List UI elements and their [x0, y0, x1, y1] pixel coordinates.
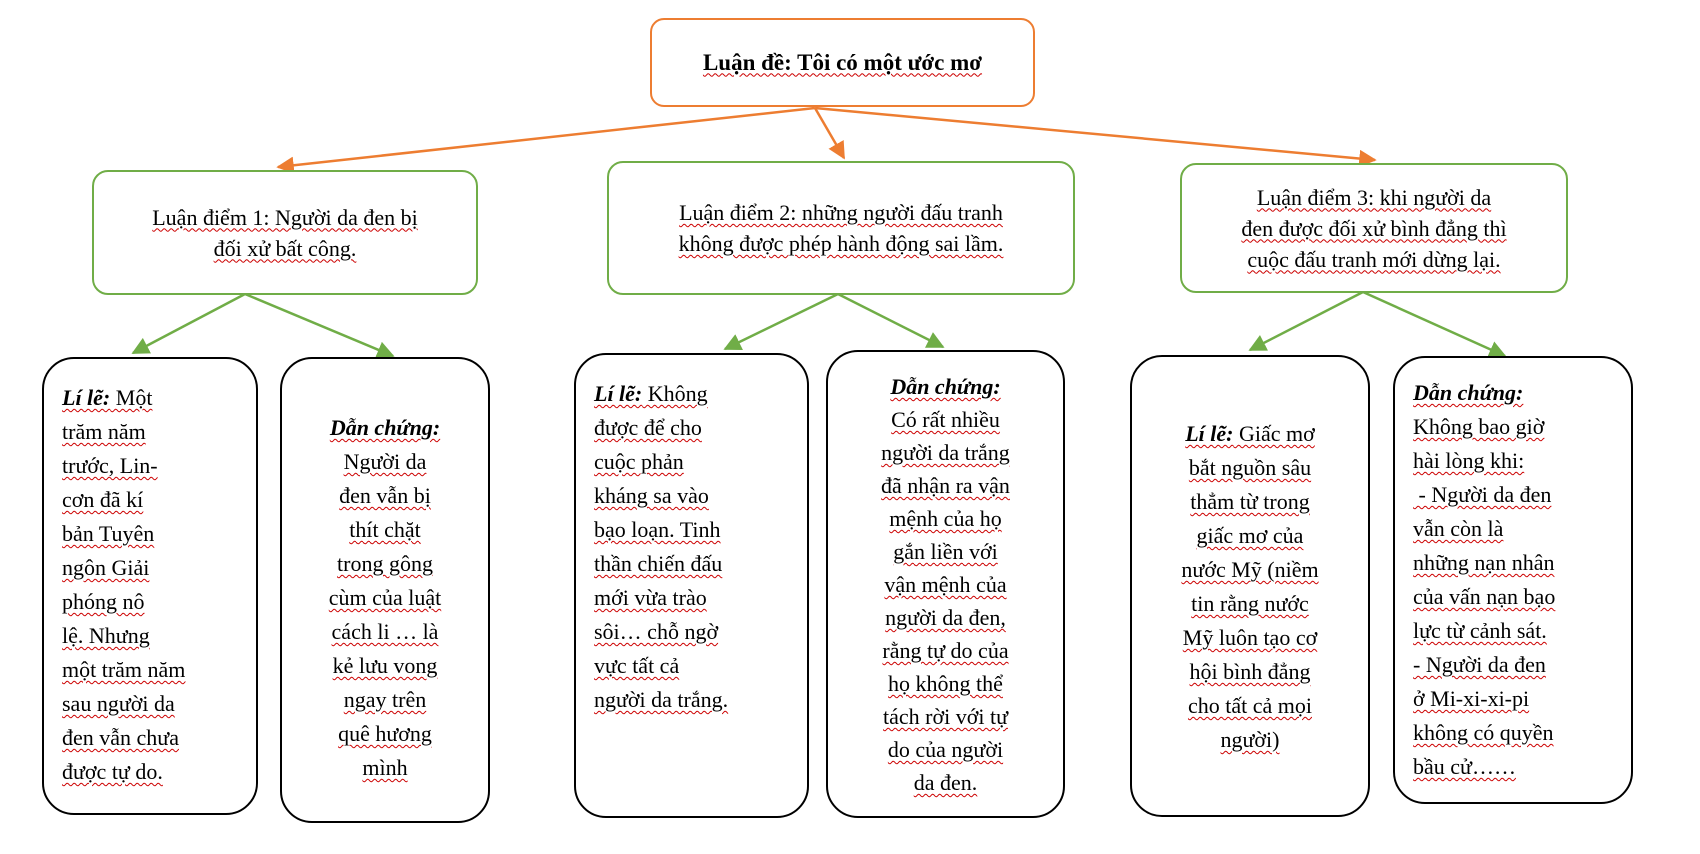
leaf-4-line: gắn liền với	[893, 539, 998, 564]
leaf-4-line: mệnh của họ	[889, 506, 1002, 531]
leaf-4-line: do của người	[887, 737, 1004, 762]
leaf-6-line: Không bao giờ	[1413, 414, 1545, 439]
leaf-6-line: của vấn nạn bạo	[1413, 584, 1556, 609]
point-box-2	[607, 161, 1075, 295]
leaf-2-line: đen vẫn bị	[339, 483, 431, 508]
leaf-4-line: vận mệnh của	[884, 572, 1007, 597]
leaf-5-line: Mỹ luôn tạo cơ	[1182, 625, 1318, 650]
leaf-box-2	[280, 357, 490, 823]
root-thesis-box	[650, 18, 1035, 107]
leaf-1-line: trước, Lin-	[62, 453, 158, 478]
leaf-4-label: Dẫn chứng:	[890, 374, 1001, 399]
leaf-5-line: bắt nguồn sâu	[1188, 455, 1312, 480]
leaf-4-line: người da trắng	[881, 440, 1010, 465]
arrow-root-to-point-1	[278, 108, 815, 167]
leaf-5-line: cho tất cả mọi	[1187, 693, 1312, 718]
leaf-6-line: hài lòng khi:	[1413, 448, 1525, 473]
leaf-3-line: được để cho	[594, 415, 702, 440]
arrow-point1-to-leaf2	[245, 294, 393, 356]
leaf-6-line: những nạn nhân	[1413, 550, 1555, 575]
leaf-3-line: mới vừa trào	[594, 585, 707, 610]
leaf-3-line: kháng sa vào	[594, 483, 709, 508]
arrow-point3-to-leaf5	[1250, 292, 1363, 350]
leaf-6-line: ở Mi-xi-xi-pi	[1413, 686, 1530, 711]
root-thesis-label: Luận đề: Tôi có một ước mơ	[702, 49, 983, 75]
leaf-1-first: Một	[110, 385, 153, 410]
leaf-3-line: bạo loạn. Tinh	[594, 517, 721, 542]
leaf-5-line: hội bình đẳng	[1189, 659, 1311, 684]
leaf-1-line: cơn đã kí	[62, 487, 144, 512]
point-3-line: đen được đối xử bình đẳng thì	[1241, 215, 1507, 241]
point-1-line: Luận điểm 1: Người da đen bị	[152, 204, 418, 230]
leaf-5-line: thẳm từ trong	[1190, 489, 1310, 514]
leaf-1-line: trăm năm	[62, 419, 146, 444]
leaf-2-line: quê hương	[338, 721, 432, 746]
leaf-3-line: người da trắng.	[594, 687, 729, 712]
leaf-5-line: giấc mơ của	[1196, 523, 1304, 548]
leaf-2-line: trong gông	[337, 551, 433, 576]
leaf-1-line: lệ. Nhưng	[62, 623, 150, 648]
leaf-4-line: đã nhận ra vận	[881, 473, 1010, 498]
leaf-2-line: mình	[362, 755, 408, 780]
leaf-6-line: lực từ cảnh sát.	[1413, 618, 1547, 643]
leaf-6-line: - Người da đen	[1413, 482, 1552, 507]
leaf-1-line: được tự do.	[62, 759, 163, 784]
leaf-5-label: Lí lẽ:	[1185, 421, 1234, 446]
leaf-box-3	[574, 353, 809, 818]
point-2-line: Luận điểm 2: những người đấu tranh	[679, 200, 1003, 225]
point-1-line: đối xử bất công.	[213, 235, 357, 261]
point-3-line: cuộc đấu tranh mới dừng lại.	[1247, 246, 1501, 272]
leaf-box-6	[1393, 356, 1633, 804]
leaf-5-line: nước Mỹ (niềm	[1181, 557, 1319, 582]
leaf-3-first: Không	[642, 381, 708, 406]
point-2-line: không được phép hành động sai lầm.	[678, 231, 1004, 256]
leaf-6-line: không có quyền	[1413, 720, 1554, 745]
leaf-5-line: tin rằng nước	[1191, 591, 1309, 616]
leaf-box-1	[42, 357, 258, 815]
leaf-1-line: một trăm năm	[62, 657, 186, 682]
leaf-1-line: sau người da	[62, 691, 175, 716]
leaf-2-line: kẻ lưu vong	[332, 653, 438, 678]
leaf-4-line: tách rời với tự	[883, 704, 1008, 729]
leaf-6-label: Dẫn chứng:	[1413, 380, 1524, 405]
point-box-3	[1180, 163, 1568, 293]
leaf-1-line: đen vẫn chưa	[62, 725, 179, 750]
leaf-5-first: Giấc mơ	[1233, 421, 1315, 446]
leaf-4-line: da đen.	[913, 770, 978, 795]
arrow-root-to-point-3	[815, 108, 1375, 160]
leaf-4-line: Có rất nhiều	[891, 407, 1000, 432]
arrow-point2-to-leaf3	[725, 294, 838, 349]
leaf-1-label: Lí lẽ:	[62, 385, 111, 410]
leaf-6-line: - Người da đen	[1413, 652, 1546, 677]
leaf-4-line: người da đen,	[885, 605, 1006, 630]
arrow-root-to-point-2	[815, 108, 844, 158]
leaf-6-line: bầu cử……	[1413, 754, 1516, 779]
leaf-2-label: Dẫn chứng:	[329, 415, 441, 440]
leaf-2-line: Người da	[343, 449, 427, 474]
leaf-2-line: thít chặt	[349, 517, 421, 542]
arrow-point1-to-leaf1	[133, 294, 245, 353]
leaf-1-line: phóng nô	[62, 589, 145, 614]
point-box-1	[92, 170, 478, 295]
leaf-5-line: người)	[1220, 727, 1280, 752]
leaf-3-line: cuộc phản	[594, 449, 684, 474]
leaf-3-label: Lí lẽ:	[594, 381, 643, 406]
leaf-2-line: cách li … là	[331, 619, 439, 644]
leaf-box-5	[1130, 355, 1370, 817]
arrow-point2-to-leaf4	[838, 294, 943, 347]
leaf-3-line: thần chiến đấu	[594, 551, 723, 576]
arrow-point3-to-leaf6	[1363, 292, 1505, 356]
point-3-line: Luận điểm 3: khi người da	[1256, 184, 1492, 210]
leaf-4-line: họ không thể	[888, 671, 1003, 696]
leaf-1-line: bản Tuyên	[62, 521, 155, 546]
leaf-2-line: ngay trên	[343, 687, 427, 712]
leaf-1-line: ngôn Giải	[62, 555, 150, 580]
leaf-6-line: vẫn còn là	[1413, 516, 1504, 541]
leaf-4-line: rằng tự do của	[882, 638, 1009, 663]
leaf-box-4	[826, 350, 1065, 818]
leaf-3-line: sôi… chỗ ngờ	[594, 619, 719, 644]
leaf-3-line: vực tất cả	[594, 653, 680, 678]
leaf-2-line: cùm của luật	[328, 585, 442, 610]
